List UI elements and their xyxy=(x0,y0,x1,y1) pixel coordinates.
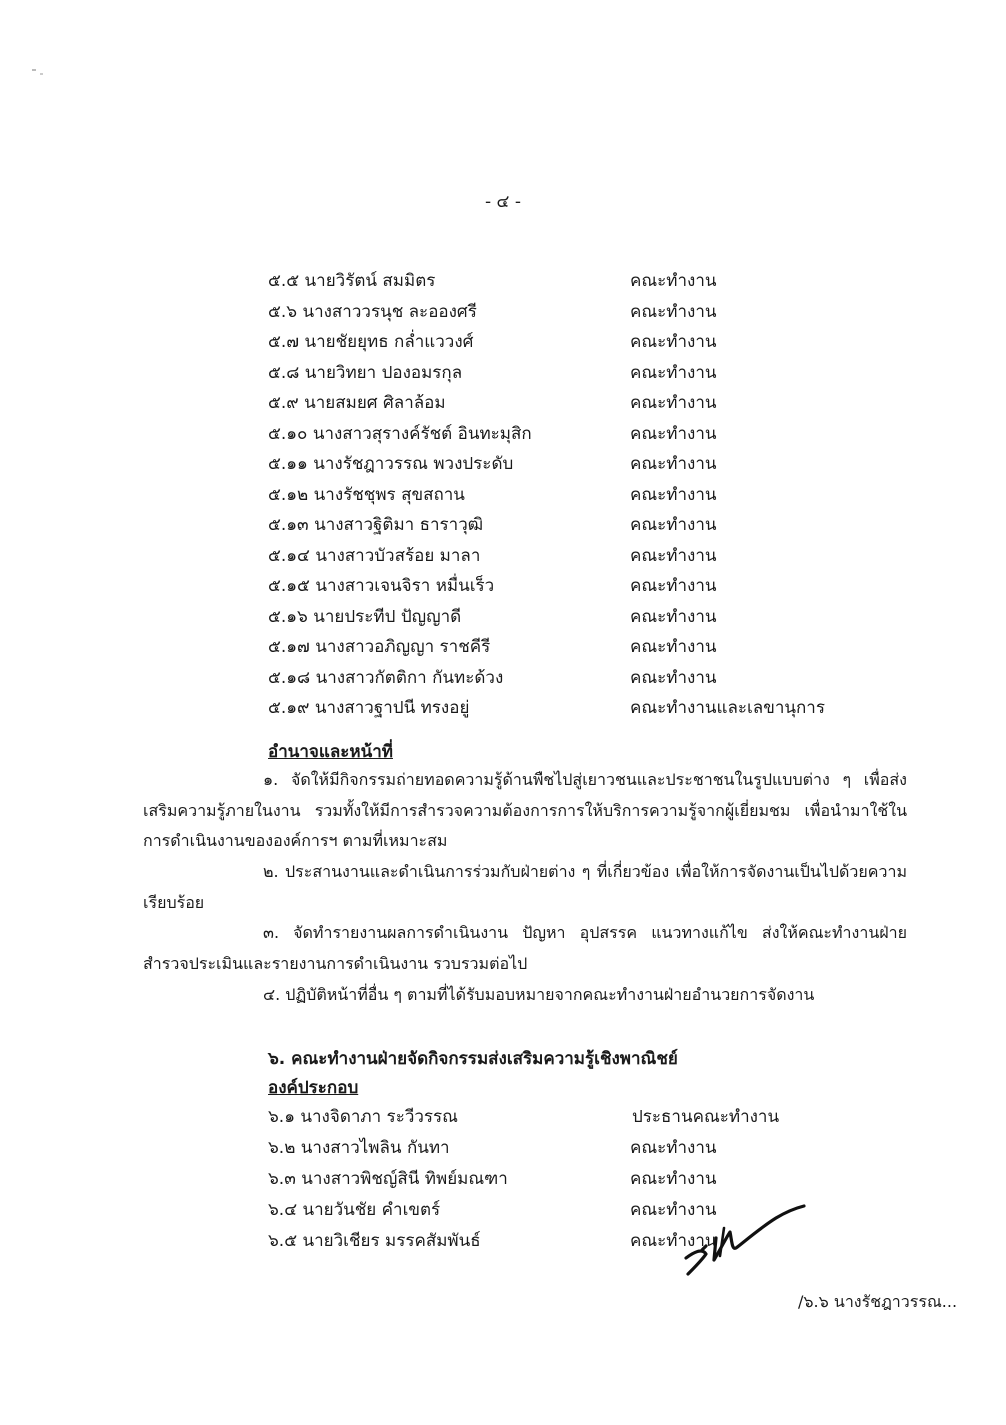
member-name: ๖.๒ นางสาวไพลิน กันทา xyxy=(268,1138,450,1158)
member-role: คณะทำงาน xyxy=(630,637,717,657)
page-number: - ๔ - xyxy=(485,192,521,212)
member-name: ๖.๕ นายวิเชียร มรรคสัมพันธ์ xyxy=(268,1231,481,1251)
member-role: คณะทำงาน xyxy=(630,667,717,688)
member-role: คณะทำงาน xyxy=(630,1231,717,1251)
member-role: คณะทำงาน xyxy=(630,484,717,505)
member-role: คณะทำงาน xyxy=(630,362,717,383)
section-title: ๖. คณะทำงานฝ่ายจัดกิจกรรมส่งเสริมความรู้เชิงพาณิชย์ xyxy=(268,1049,678,1069)
signature-icon xyxy=(680,1198,810,1278)
member-role: คณะทำงาน xyxy=(630,606,717,627)
member-role: คณะทำงาน xyxy=(630,1200,717,1220)
member-role: คณะทำงาน xyxy=(630,1169,717,1189)
member-name: ๕.๑๑ นางรัชฎาวรรณ พวงประดับ xyxy=(268,454,514,474)
member-role: คณะทำงานและเลขานุการ xyxy=(630,698,825,718)
member-role: คณะทำงาน xyxy=(630,393,717,413)
member-name: ๖.๑ นางจิดาภา ระวีวรรณ xyxy=(268,1107,458,1127)
member-name: ๖.๓ นางสาวพิชญ์สินี ทิพย์มณฑา xyxy=(268,1169,508,1189)
member-name: ๕.๑๕ นางสาวเจนจิรา หมื่นเร็ว xyxy=(268,576,495,596)
member-name: ๕.๖ นางสาววรนุช ละอองศรี xyxy=(268,301,477,322)
duties-heading: อำนาจและหน้าที่ xyxy=(268,742,393,762)
member-name: ๕.๙ นายสมยศ ศิลาล้อม xyxy=(268,393,446,413)
member-name: ๕.๑๖ นายประทีป ปัญญาดี xyxy=(268,606,462,627)
member-name: ๕.๑๘ นางสาวกัตติกา กันทะด้วง xyxy=(268,667,504,688)
member-name: ๕.๘ นายวิทยา ปองอมรกุล xyxy=(268,362,463,383)
member-name: ๕.๕ นายวิรัตน์ สมมิตร xyxy=(268,271,436,291)
member-name: ๕.๑๓ นางสาวฐิติมา ธาราวุฒิ xyxy=(268,515,484,535)
member-name: ๕.๑๗ นางสาวอภิญญา ราชคีรี xyxy=(268,637,491,657)
member-role: คณะทำงาน xyxy=(630,332,717,352)
scan-mark-icon xyxy=(30,66,46,76)
member-role: คณะทำงาน xyxy=(630,1138,717,1158)
member-role: คณะทำงาน xyxy=(630,271,717,291)
composition-heading: องค์ประกอบ xyxy=(268,1078,359,1098)
member-name: ๕.๗ นายชัยยุทธ กล่ำแววงศ์ xyxy=(268,332,474,352)
member-role: คณะทำงาน xyxy=(630,515,717,535)
member-role: ประธานคณะทำงาน xyxy=(632,1107,780,1127)
duty-paragraph: ๒. ประสานงานและดำเนินการร่วมกับฝ่ายต่าง ๆ ที่เกี่ยวข้อง เพื่อให้การจัดงานเป็นไปด้วยความเรียบร้อย xyxy=(143,862,907,912)
duty-paragraph: ๔. ปฏิบัติหน้าที่อื่น ๆ ตามที่ได้รับมอบหมายจากคณะทำงานฝ่ายอำนวยการจัดงาน xyxy=(263,985,815,1004)
member-role: คณะทำงาน xyxy=(630,576,717,596)
member-name: ๖.๔ นายวันชัย คำเขตร์ xyxy=(268,1200,441,1220)
duty-paragraph: ๑. จัดให้มีกิจกรรมถ่ายทอดความรู้ด้านพืชไปสู่เยาวชนและประชาชนในรูปแบบต่าง ๆ เพื่อส่งเสริมความรู้ภายในงาน รวมทั้งให้มีการสำรวจความต้องการการให้บริการความรู้จากผู้เยี่ยมชม เพื่อนำมาใช้ในการดำเนินงานขององค์การฯ ตามที่เหมาะสม xyxy=(143,770,907,850)
continuation-note: /๖.๖ นางรัชฎาวรรณ... xyxy=(798,1292,958,1311)
member-name: ๕.๑๐ นางสาวสุรางค์รัชต์ อินทะมุสิก xyxy=(268,423,532,444)
member-role: คณะทำงาน xyxy=(630,301,717,322)
member-name: ๕.๑๔ นางสาวบัวสร้อย มาลา xyxy=(268,545,481,566)
member-name: ๕.๑๙ นางสาวฐาปนี ทรงอยู่ xyxy=(268,698,470,718)
member-role: คณะทำงาน xyxy=(630,423,717,444)
member-role: คณะทำงาน xyxy=(630,454,717,474)
duty-paragraph: ๓. จัดทำรายงานผลการดำเนินงาน ปัญหา อุปสรรค แนวทางแก้ไข ส่งให้คณะทำงานฝ่ายสำรวจประเมินและรายงานการดำเนินงาน รวบรวมต่อไป xyxy=(143,923,907,973)
member-role: คณะทำงาน xyxy=(630,545,717,566)
member-name: ๕.๑๒ นางรัชชุพร สุขสถาน xyxy=(268,484,465,505)
